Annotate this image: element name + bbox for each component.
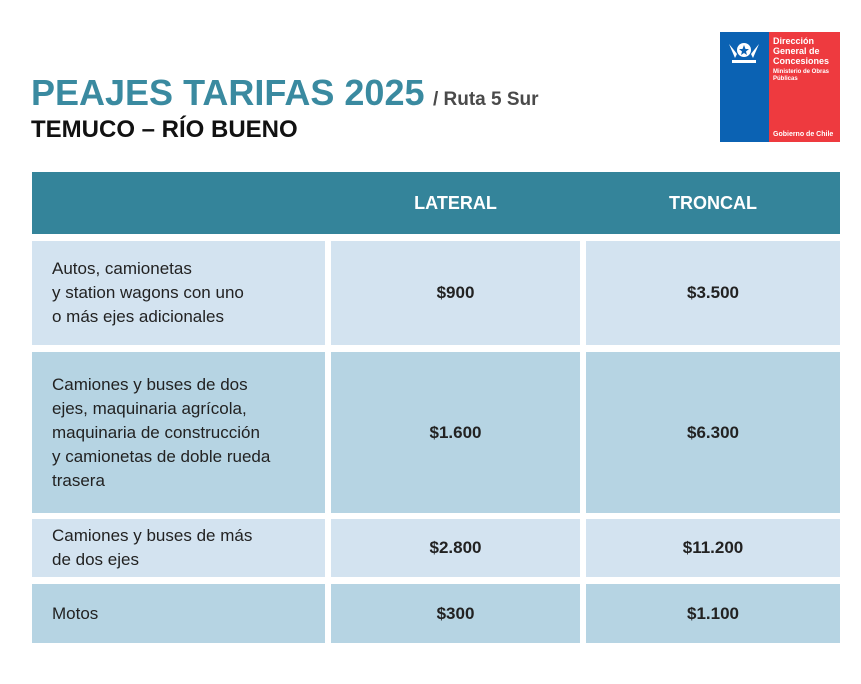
troncal-price-cell [586, 519, 840, 577]
vehicle-category-cell [32, 584, 325, 643]
lateral-price-cell [331, 241, 580, 345]
vehicle-category-cell [32, 352, 325, 513]
chile-crest-icon [726, 38, 762, 66]
lateral-price-cell [331, 519, 580, 577]
title-subtitle: / Ruta 5 Sur [432, 89, 539, 110]
lateral-price-cell [331, 584, 580, 643]
troncal-price-cell-text: $1.100 [687, 603, 739, 623]
page-title [31, 72, 539, 114]
vehicle-category-cell-text: Autos, camionetas y station wagons con uno o más ejes adicionales [52, 259, 244, 326]
lateral-price-cell-text: $1.600 [429, 422, 482, 442]
vehicle-category-cell-text: Motos [52, 603, 99, 623]
troncal-price-cell [586, 584, 840, 643]
vehicle-category-cell-text: Camiones y buses de más de dos ejes [52, 526, 253, 569]
logo-government: Gobierno de Chile [773, 131, 834, 138]
troncal-price-cell [586, 352, 840, 513]
vehicle-category-cell [32, 241, 325, 345]
table-header [32, 172, 840, 234]
route-name: TEMUCO – RÍO BUENO [31, 116, 298, 143]
lateral-price-cell [331, 352, 580, 513]
lateral-price-cell-text: $900 [436, 283, 475, 302]
column-header-troncal: TRONCAL [669, 193, 757, 213]
column-header-lateral: LATERAL [414, 193, 497, 213]
logo-ministry: Ministerio de Obras Públicas [773, 69, 830, 82]
lateral-price-cell-text: $2.800 [429, 538, 482, 557]
troncal-price-cell-text: $6.300 [687, 422, 739, 442]
title-main: PEAJES TARIFAS 2025 [31, 72, 425, 113]
logo-agency: Dirección General de Concesiones [773, 36, 830, 66]
lateral-price-cell-text: $300 [436, 603, 475, 623]
dgc-logo [720, 32, 840, 142]
troncal-price-cell-text: $3.500 [687, 283, 739, 302]
vehicle-category-cell-text: Camiones y buses de dos ejes, maquinaria agrícola, maquinaria de construcción y camionetas de doble rueda trasera [52, 374, 271, 490]
troncal-price-cell [586, 241, 840, 345]
vehicle-category-cell [32, 519, 325, 577]
troncal-price-cell-text: $11.200 [682, 538, 744, 557]
